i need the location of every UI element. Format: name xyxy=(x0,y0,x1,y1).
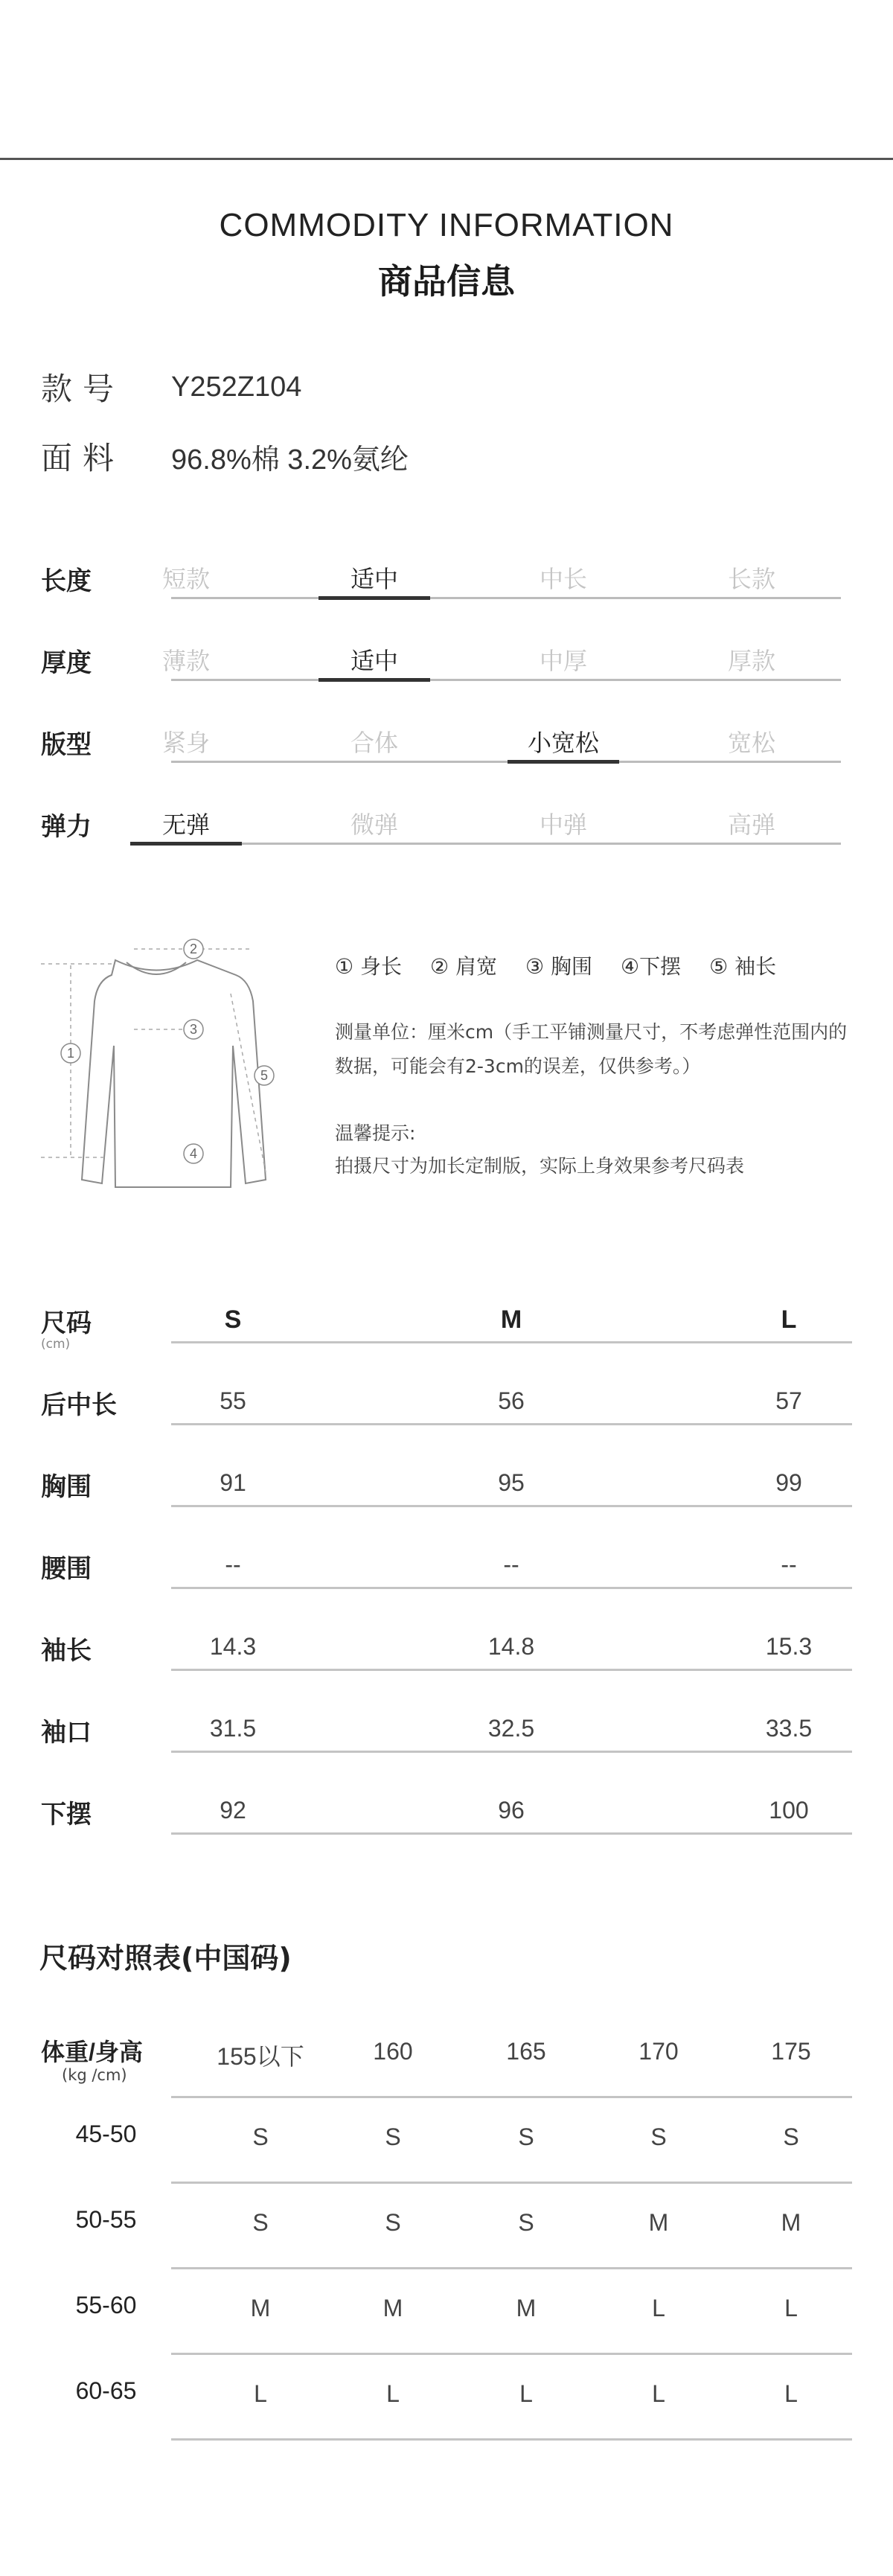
row-divider xyxy=(171,1751,852,1753)
attr-option: 高弹 xyxy=(727,811,775,839)
row-divider xyxy=(171,1669,852,1671)
attr-row xyxy=(41,554,841,614)
size-chart-cell: M xyxy=(383,2295,403,2321)
size-table-row xyxy=(41,1697,852,1779)
size-column-S: S xyxy=(224,1305,242,1334)
attr-label: 弹力 xyxy=(41,812,92,842)
legend-sleeve: ⑤ 袖长 xyxy=(709,954,777,979)
attr-label: 长度 xyxy=(41,566,92,596)
attr-row xyxy=(41,800,841,860)
legend-chest: ③ 胸围 xyxy=(525,954,593,979)
row-divider xyxy=(171,2353,852,2355)
size-cell: -- xyxy=(503,1551,519,1578)
size-chart-cell: L xyxy=(652,2380,665,2407)
size-cell: 99 xyxy=(775,1469,802,1496)
size-cell: 56 xyxy=(498,1387,525,1414)
style-number-value: Y252Z104 xyxy=(171,371,302,403)
size-chart-cell: S xyxy=(252,2209,269,2236)
size-cell: 57 xyxy=(775,1387,802,1414)
row-divider xyxy=(171,1832,852,1835)
tip-title: 温馨提示: xyxy=(335,1122,416,1144)
style-number-label: 款号 xyxy=(41,371,125,407)
size-chart-cell: L xyxy=(386,2380,400,2407)
top-divider xyxy=(0,158,893,160)
size-chart-cell: S xyxy=(518,2209,534,2236)
row-divider xyxy=(171,2182,852,2184)
measurement-legend xyxy=(335,950,804,980)
size-cell: 95 xyxy=(498,1469,525,1496)
weight-range-label: 55-60 xyxy=(75,2292,137,2318)
size-chart-title: 尺码对照表(中国码) xyxy=(39,1942,292,1975)
size-chart-header-unit: (kg /cm) xyxy=(62,2066,127,2084)
tip-text: 拍摄尺寸为加长定制版，实际上身效果参考尺码表 xyxy=(335,1155,745,1177)
size-chart-cell: L xyxy=(784,2295,798,2321)
title-en: COMMODITY INFORMATION xyxy=(219,207,674,243)
size-chart-cell: M xyxy=(250,2295,271,2321)
attr-scale-line xyxy=(171,761,841,763)
fabric-row xyxy=(41,434,409,479)
attr-label: 厚度 xyxy=(41,648,92,678)
attr-option: 中厚 xyxy=(539,647,587,675)
size-cell: 14.3 xyxy=(209,1633,257,1660)
attr-option: 紧身 xyxy=(161,729,210,757)
row-divider xyxy=(171,1341,852,1343)
size-table-row xyxy=(41,1615,852,1697)
attr-option: 合体 xyxy=(350,729,398,757)
attr-selected-bar xyxy=(508,760,619,764)
size-chart-cell: L xyxy=(784,2380,798,2407)
size-row-label: 下摆 xyxy=(41,1800,92,1829)
attr-selected-bar xyxy=(319,678,430,682)
size-chart-cell: S xyxy=(650,2123,667,2150)
shirt-outline xyxy=(82,960,269,1187)
weight-range-label: 45-50 xyxy=(75,2120,137,2147)
row-divider xyxy=(171,1423,852,1425)
attr-option: 中弹 xyxy=(539,811,587,839)
row-divider xyxy=(171,2096,852,2098)
size-cell: 31.5 xyxy=(209,1715,257,1742)
marker-5: 5 xyxy=(260,1068,269,1083)
garment-diagram xyxy=(41,934,309,1202)
size-cell: 91 xyxy=(220,1469,246,1496)
size-chart-cell: L xyxy=(254,2380,267,2407)
attr-selected-bar xyxy=(130,842,242,846)
row-divider xyxy=(171,2438,852,2441)
marker-2: 2 xyxy=(189,942,198,956)
height-column: 160 xyxy=(373,2038,413,2065)
style-number-row xyxy=(41,365,301,409)
size-chart-cell: S xyxy=(385,2123,401,2150)
row-divider xyxy=(171,1505,852,1507)
size-chart-row xyxy=(41,2196,852,2281)
size-row-label: 袖口 xyxy=(41,1718,92,1748)
attr-option: 薄款 xyxy=(161,647,210,675)
size-cell: 96 xyxy=(498,1797,525,1824)
attr-row xyxy=(41,718,841,778)
size-chart-cell: S xyxy=(518,2123,534,2150)
size-cell: 32.5 xyxy=(487,1715,535,1742)
height-column: 175 xyxy=(771,2038,811,2065)
height-column: 155以下 xyxy=(217,2043,304,2070)
attr-option-selected: 无弹 xyxy=(161,811,210,839)
size-table-row xyxy=(41,1779,852,1861)
height-column: 165 xyxy=(506,2038,546,2065)
size-chart-row xyxy=(41,2281,852,2367)
size-chart-header-label: 体重/身高 xyxy=(41,2039,143,2065)
size-chart-cell: M xyxy=(648,2209,669,2236)
size-cell: 92 xyxy=(220,1797,246,1824)
fabric-value: 96.8%棉 3.2%氨纶 xyxy=(171,444,409,476)
row-divider xyxy=(171,1587,852,1589)
row-divider xyxy=(171,2267,852,2269)
size-row-label: 腰围 xyxy=(41,1554,92,1584)
size-chart-cell: S xyxy=(385,2209,401,2236)
size-column-L: L xyxy=(781,1305,797,1334)
size-table-row xyxy=(41,1370,852,1451)
legend-shoulder: ② 肩宽 xyxy=(430,954,498,979)
attr-option-selected: 适中 xyxy=(350,647,398,675)
size-table-row xyxy=(41,1533,852,1615)
attr-option: 厚款 xyxy=(727,647,775,675)
size-cell: -- xyxy=(781,1551,797,1578)
attr-option-selected: 适中 xyxy=(350,565,398,593)
size-cell: 55 xyxy=(220,1387,246,1414)
attr-option: 中长 xyxy=(539,565,587,593)
attr-option: 长款 xyxy=(727,565,775,593)
attr-option-selected: 小宽松 xyxy=(527,729,599,757)
size-chart-row xyxy=(41,2367,852,2452)
weight-range-label: 60-65 xyxy=(75,2377,137,2404)
attr-option: 微弹 xyxy=(350,811,398,839)
size-table-header xyxy=(41,1288,852,1370)
height-column: 170 xyxy=(638,2038,679,2065)
attr-selected-bar xyxy=(319,596,430,600)
size-table xyxy=(41,1288,852,1861)
size-header-unit: (cm) xyxy=(41,1337,71,1352)
unit-note: 测量单位：厘米cm（手工平铺测量尺寸，不考虑弹性范围内的数据，可能会有2-3cm的误差，仅供参考。） xyxy=(335,1021,848,1077)
legend-body-length: ① 身长 xyxy=(335,954,403,979)
size-cell: 15.3 xyxy=(765,1633,813,1660)
size-chart-cell: L xyxy=(652,2295,665,2321)
title-cn: 商品信息 xyxy=(378,261,515,301)
size-column-M: M xyxy=(500,1305,522,1334)
size-chart-cell: M xyxy=(781,2209,801,2236)
attr-option: 短款 xyxy=(161,565,210,593)
weight-range-label: 50-55 xyxy=(75,2206,137,2233)
size-chart-table xyxy=(41,2024,852,2452)
size-chart-cell: S xyxy=(252,2123,269,2150)
marker-3: 3 xyxy=(189,1022,198,1037)
size-chart-cell: L xyxy=(519,2380,533,2407)
size-cell: 33.5 xyxy=(765,1715,813,1742)
size-cell: -- xyxy=(225,1551,241,1578)
marker-4: 4 xyxy=(189,1146,198,1161)
size-cell: 100 xyxy=(769,1797,809,1824)
attr-scale-line xyxy=(171,597,841,599)
fabric-label: 面料 xyxy=(41,440,125,476)
size-chart-row xyxy=(41,2110,852,2196)
size-row-label: 后中长 xyxy=(41,1390,117,1420)
attr-option: 宽松 xyxy=(727,729,775,757)
size-header-label: 尺码 xyxy=(41,1308,92,1338)
attr-scale-line xyxy=(171,679,841,681)
size-chart-cell: M xyxy=(516,2295,537,2321)
size-cell: 14.8 xyxy=(487,1633,535,1660)
size-row-label: 胸围 xyxy=(41,1472,92,1502)
size-row-label: 袖长 xyxy=(41,1636,92,1666)
attr-row xyxy=(41,636,841,696)
attr-scale-line xyxy=(171,843,841,845)
marker-1: 1 xyxy=(66,1046,75,1061)
size-chart-header xyxy=(41,2024,852,2110)
size-table-row xyxy=(41,1451,852,1533)
size-chart-cell: S xyxy=(783,2123,799,2150)
attr-label: 版型 xyxy=(41,730,92,760)
legend-hem: ④下摆 xyxy=(621,954,682,979)
